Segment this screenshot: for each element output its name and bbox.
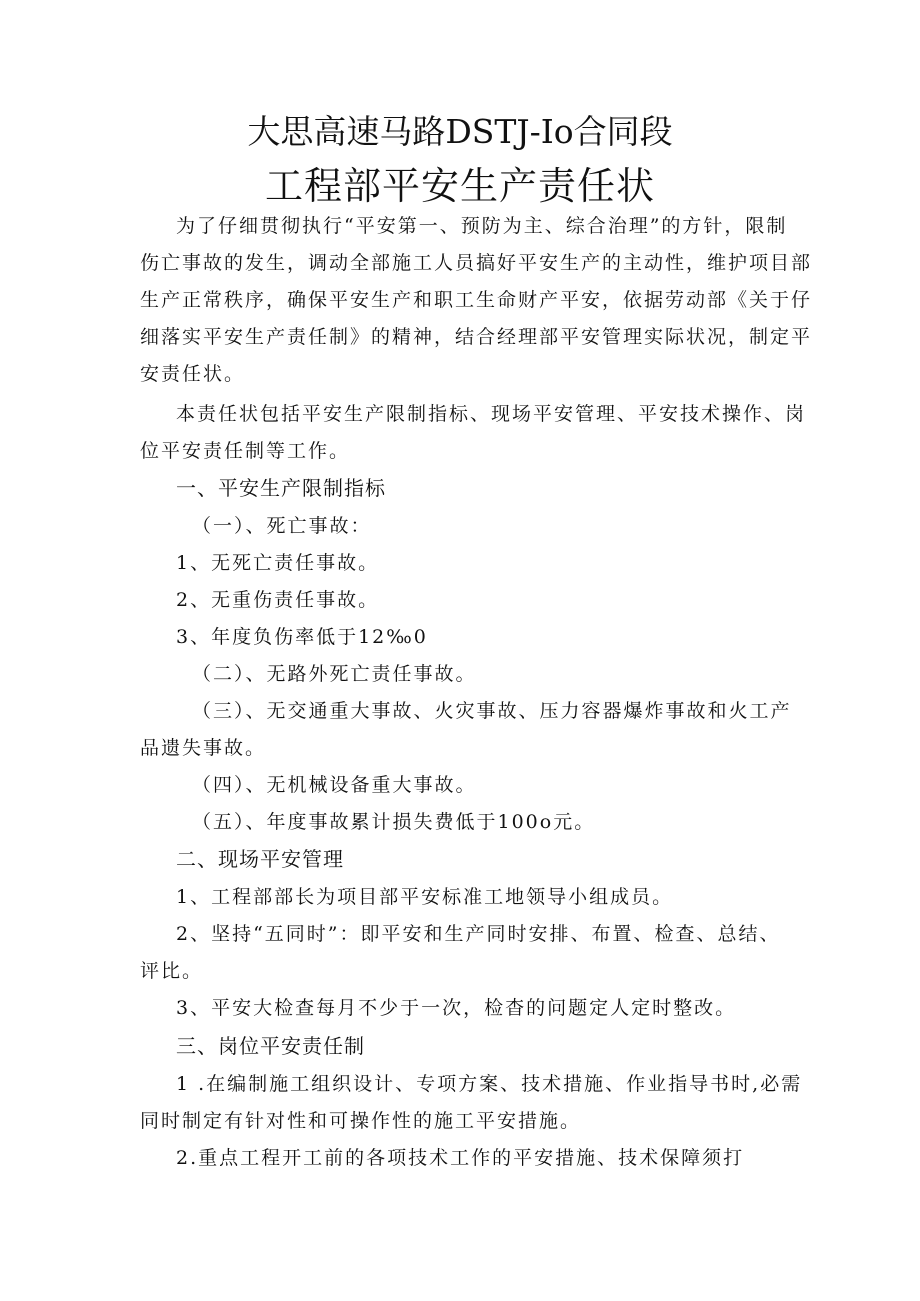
section1-item2: 2、无重伤责任事故。	[176, 589, 380, 611]
section1-sub1: （一）、死亡事故：	[192, 515, 372, 537]
section2-item2-line1: 2、坚持“五同时”：即平安和生产同时安排、布置、检查、总结、	[176, 923, 781, 945]
section2-item2-line2: 评比。	[140, 960, 204, 982]
intro-line-2: 伤亡事故的发生，调动全部施工人员搞好平安生产的主动性，维护项目部	[140, 252, 813, 274]
section2-item3: 3、平安大检查每月不少于一次，检杳的问题定人定时整改。	[176, 997, 737, 1019]
document-title-line2: 工程部平安生产责任状	[264, 164, 655, 208]
intro-line-3: 生产正常秩序，确保平安生产和职工生命财产平安，依据劳动部《关于仔	[140, 289, 813, 311]
scope-line-1: 本责任状包括平安生产限制指标、现场平安管理、平安技术操作、岗	[176, 403, 807, 425]
section1-sub3-line1: （三）、无交通重大事故、火灾事故、压力容器爆炸事故和火工产	[192, 700, 792, 722]
section1-sub3-line2: 品遗失事故。	[140, 737, 267, 759]
scope-line-2: 位平安责任制等工作。	[140, 440, 351, 462]
section1-heading: 一、平安生产限制指标	[176, 476, 386, 500]
section2-item1: 1、工程部部长为项目部平安标准工地领导小组成员。	[176, 886, 674, 908]
section1-sub2: （二）、无路外死亡责任事故。	[192, 663, 477, 685]
section2-heading: 二、现场平安管理	[176, 847, 344, 871]
section1-item1: 1、无死亡责任事故。	[176, 552, 380, 574]
intro-line-5: 安责任状。	[140, 363, 246, 385]
section1-sub5: （五）、年度事故累计损失费低于100o元。	[192, 811, 596, 833]
section1-sub4: （四）、无机械设备重大事故。	[192, 774, 477, 796]
section3-item1-line2: 同时制定有针对性和可操作性的施工平安措施。	[140, 1110, 582, 1132]
intro-line-4: 细落实平安生产责任制》的精神，结合经理部平安管理实际状况，制定平	[140, 326, 813, 348]
section3-item2-line1: 2.重点工程开工前的各项技术工作的平安措施、技术保障须打	[176, 1147, 745, 1169]
section1-item3: 3、年度负伤率低于12‰0	[176, 626, 428, 648]
section3-heading: 三、岗位平安责任制	[176, 1034, 365, 1058]
section3-item1-line1: 1 .在编制施工组织设计、专项方案、技术措施、作业指导书时,必需	[176, 1073, 803, 1095]
intro-line-1: 为了仔细贯彻执行“平安第一、预防为主、综合治理”的方针，限制	[176, 215, 788, 237]
document-title-line1: 大思高速马路DSTJ-Io合同段	[247, 112, 673, 151]
